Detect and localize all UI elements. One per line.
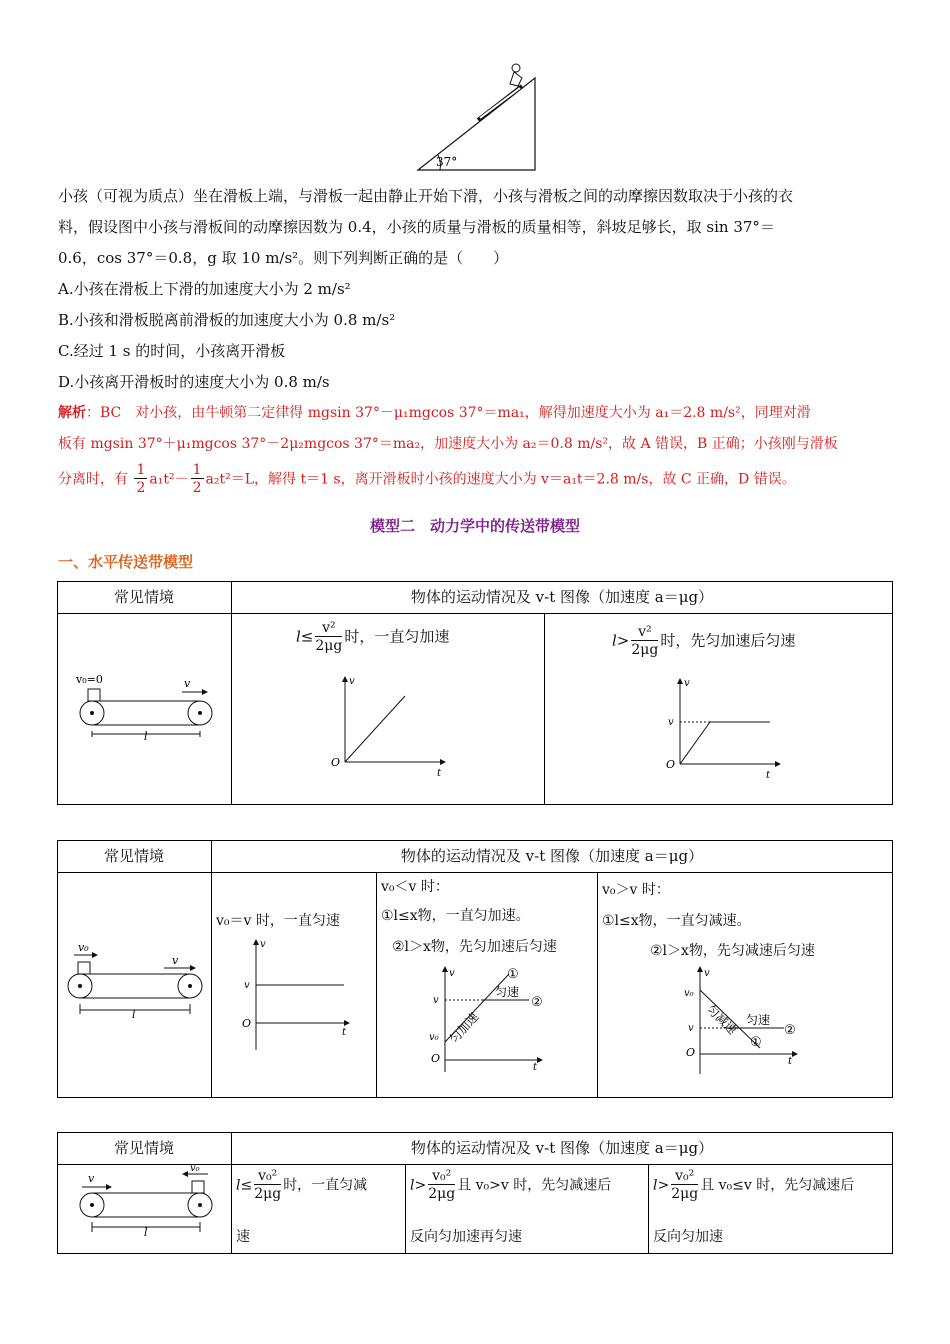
t1-g2-v: v [684, 678, 690, 689]
t2-g3-v: v [704, 968, 710, 979]
t1-g1-t: t [437, 768, 442, 779]
t2-c3-line1: v₀＞v 时： [602, 882, 670, 898]
t3-c2-a: l> [410, 1177, 427, 1194]
t3-c3-num: v₀² [671, 1168, 698, 1185]
solution-text-1: ：BC 对小孩，由牛顿第二定律得 mgsin 37°－μ₁mgcos 37°＝ma₁，解得加速度大小为 a₁＝2.8 m/s²，同理对滑 [86, 405, 811, 421]
t2-g1-o: O [242, 1017, 252, 1030]
option-c: C.经过 1 s 的时间，小孩离开滑板 [58, 342, 286, 360]
t2-graph-3 [680, 962, 830, 1077]
t2-scene-v: v [172, 954, 179, 967]
t1-c1-cond: l≤ [296, 627, 314, 646]
t3-c2-num: v₀² [428, 1168, 455, 1185]
t2-g2-m2: ② [531, 995, 543, 1010]
t3-c1-num: v₀² [254, 1168, 281, 1185]
t2-g2-t: t [533, 1062, 538, 1073]
t1-c1-tail: 时，一直匀加速 [344, 627, 450, 646]
half-num-1: 1 [136, 462, 146, 478]
t1-scene-v0: v₀=0 [76, 673, 103, 686]
t1-c1-den: 2μg [315, 638, 343, 654]
t2-g1-vlevel: v [244, 980, 250, 991]
t2-belt-figure [64, 940, 214, 1020]
model-title: 模型二 动力学中的传送带模型 [369, 517, 580, 535]
t2-c3-line2: ①l≤x物，一直匀减速。 [602, 913, 751, 929]
t2-g1-v: v [260, 939, 266, 950]
half-den-1: 2 [136, 480, 146, 496]
t3-scene-v: v [88, 1172, 95, 1185]
problem-line-2: 料，假设图中小孩与滑板间的动摩擦因数为 0.4，小孩的质量与滑板的质量相等，斜坡足够长，取 sin 37°＝ [58, 218, 775, 236]
t2-g3-decel: 匀减速 [703, 1002, 740, 1038]
t2-c2-line1: v₀＜v 时： [381, 879, 449, 895]
t3-c1-b: 时，一直匀减 [283, 1177, 368, 1194]
t2-g2-uniform: 匀速 [495, 985, 520, 999]
t2-header-scene: 常见情境 [103, 847, 164, 865]
t1-scene-l: l [144, 730, 148, 743]
solution-text-3b: a₁t²－ [149, 471, 189, 488]
angle-label: 37° [436, 155, 458, 169]
t2-g2-v0: v₀ [429, 1032, 439, 1043]
t1-c2-cond: l> [612, 631, 630, 650]
t1-case-1 [296, 620, 449, 655]
t3-c1-a: l≤ [236, 1177, 253, 1194]
section-title: 一、水平传送带模型 [58, 553, 194, 571]
half-den-2: 2 [192, 480, 202, 496]
solution-line-2: 板有 mgsin 37°＋μ₁mgcos 37°－2μ₂mgcos 37°＝ma₂，加速度大小为 a₂＝0.8 m/s²，故 A 错误，B 正确；小孩刚与滑板 [58, 436, 838, 452]
t2-graph-1 [236, 935, 356, 1055]
incline-figure [410, 58, 550, 178]
t3-c3-den: 2μg [671, 1186, 699, 1202]
t2-g2-m1: ① [507, 967, 519, 982]
t2-g2-vlevel: v [433, 995, 439, 1006]
t2-g1-t: t [342, 1027, 347, 1038]
t2-g3-t: t [788, 1056, 793, 1067]
t1-case-2 [612, 624, 795, 659]
t1-c1-num: v² [315, 620, 342, 637]
t3-case-3 [653, 1168, 854, 1203]
t2-g3-v0: v₀ [684, 988, 694, 999]
t3-c2-den: 2μg [428, 1186, 456, 1202]
problem-line-1: 小孩（可视为质点）坐在滑板上端，与滑板一起由静止开始下滑，小孩与滑板之间的动摩擦因数取决于小孩的衣 [58, 187, 794, 205]
t2-case-1: v₀＝v 时，一直匀速 [216, 913, 340, 929]
t1-graph-1 [325, 672, 450, 782]
t2-scene-v0: v₀ [78, 941, 89, 954]
t1-c2-tail: 时，先匀加速后匀速 [660, 631, 796, 650]
t1-scene-v: v [184, 677, 191, 690]
solution-line-3 [58, 462, 796, 497]
half-num-2: 1 [192, 462, 202, 478]
t3-header-motion: 物体的运动情况及 v-t 图像（加速度 a＝μg） [410, 1139, 714, 1157]
t3-header-scene: 常见情境 [113, 1139, 174, 1157]
t2-graph-2 [425, 962, 575, 1077]
t3-case-1 [236, 1168, 367, 1203]
t2-g2-v: v [449, 968, 455, 979]
t3-belt-figure [72, 1163, 222, 1238]
solution-text-3a: 分离时，有 [58, 471, 128, 488]
t2-g2-accel: 匀加速 [446, 1009, 482, 1047]
t3-c3-a: l> [653, 1177, 670, 1194]
t2-c3-line3: ②l＞x物，先匀减速后匀速 [650, 943, 815, 959]
t2-g3-m1: ① [750, 1035, 762, 1050]
t2-header-motion: 物体的运动情况及 v-t 图像（加速度 a＝μg） [400, 847, 704, 865]
t1-g1-v: v [349, 676, 355, 687]
t2-scene-l: l [132, 1008, 136, 1020]
t1-g2-o: O [666, 758, 676, 771]
problem-line-3: 0.6，cos 37°＝0.8，g 取 10 m/s²。则下列判断正确的是（ ） [58, 249, 509, 267]
t2-g3-uniform: 匀速 [746, 1013, 771, 1027]
option-a: A.小孩在滑板上下滑的加速度大小为 2 m/s² [58, 280, 351, 298]
t3-case-2 [410, 1168, 611, 1203]
solution-line-1 [58, 402, 811, 422]
t1-c2-den: 2μg [631, 642, 659, 658]
t2-c2-line3: ②l＞x物，先匀加速后匀速 [392, 939, 557, 955]
option-d: D.小孩离开滑板时的速度大小为 0.8 m/s [58, 373, 330, 391]
t1-c2-num: v² [631, 624, 658, 641]
t3-c1-c: 速 [236, 1229, 250, 1245]
t3-c3-c: 反向匀加速 [653, 1229, 723, 1245]
option-b: B.小孩和滑板脱离前滑板的加速度大小为 0.8 m/s² [58, 311, 396, 329]
t1-belt-figure [72, 665, 222, 745]
solution-label: 解析 [58, 405, 86, 421]
t1-graph-2 [660, 674, 785, 784]
t2-g3-m2: ② [784, 1023, 796, 1038]
t1-g1-o: O [331, 756, 341, 769]
t3-scene-l: l [144, 1226, 148, 1238]
t3-c2-c: 反向匀加速再匀速 [410, 1229, 522, 1245]
t3-scene-v0: v₀ [190, 1163, 200, 1174]
t2-g3-vlevel: v [688, 1023, 694, 1034]
t1-g2-vlevel: v [668, 717, 674, 728]
t3-c3-b: 且 v₀≤v 时，先匀减速后 [700, 1177, 855, 1194]
t3-c2-b: 且 v₀>v 时，先匀减速后 [457, 1177, 612, 1194]
t1-header-scene: 常见情境 [113, 588, 174, 606]
t2-g3-o: O [686, 1046, 696, 1059]
t1-g2-t: t [766, 770, 771, 781]
t2-g2-o: O [431, 1052, 441, 1065]
t3-c1-den: 2μg [254, 1186, 282, 1202]
t2-c2-line2: ①l≤x物，一直匀加速。 [381, 908, 530, 924]
t1-header-motion: 物体的运动情况及 v-t 图像（加速度 a＝μg） [410, 588, 714, 606]
solution-text-3c: a₂t²＝L，解得 t＝1 s，离开滑板时小孩的速度大小为 v＝a₁t＝2.8 m/s，故 C 正确，D 错误。 [205, 471, 796, 488]
